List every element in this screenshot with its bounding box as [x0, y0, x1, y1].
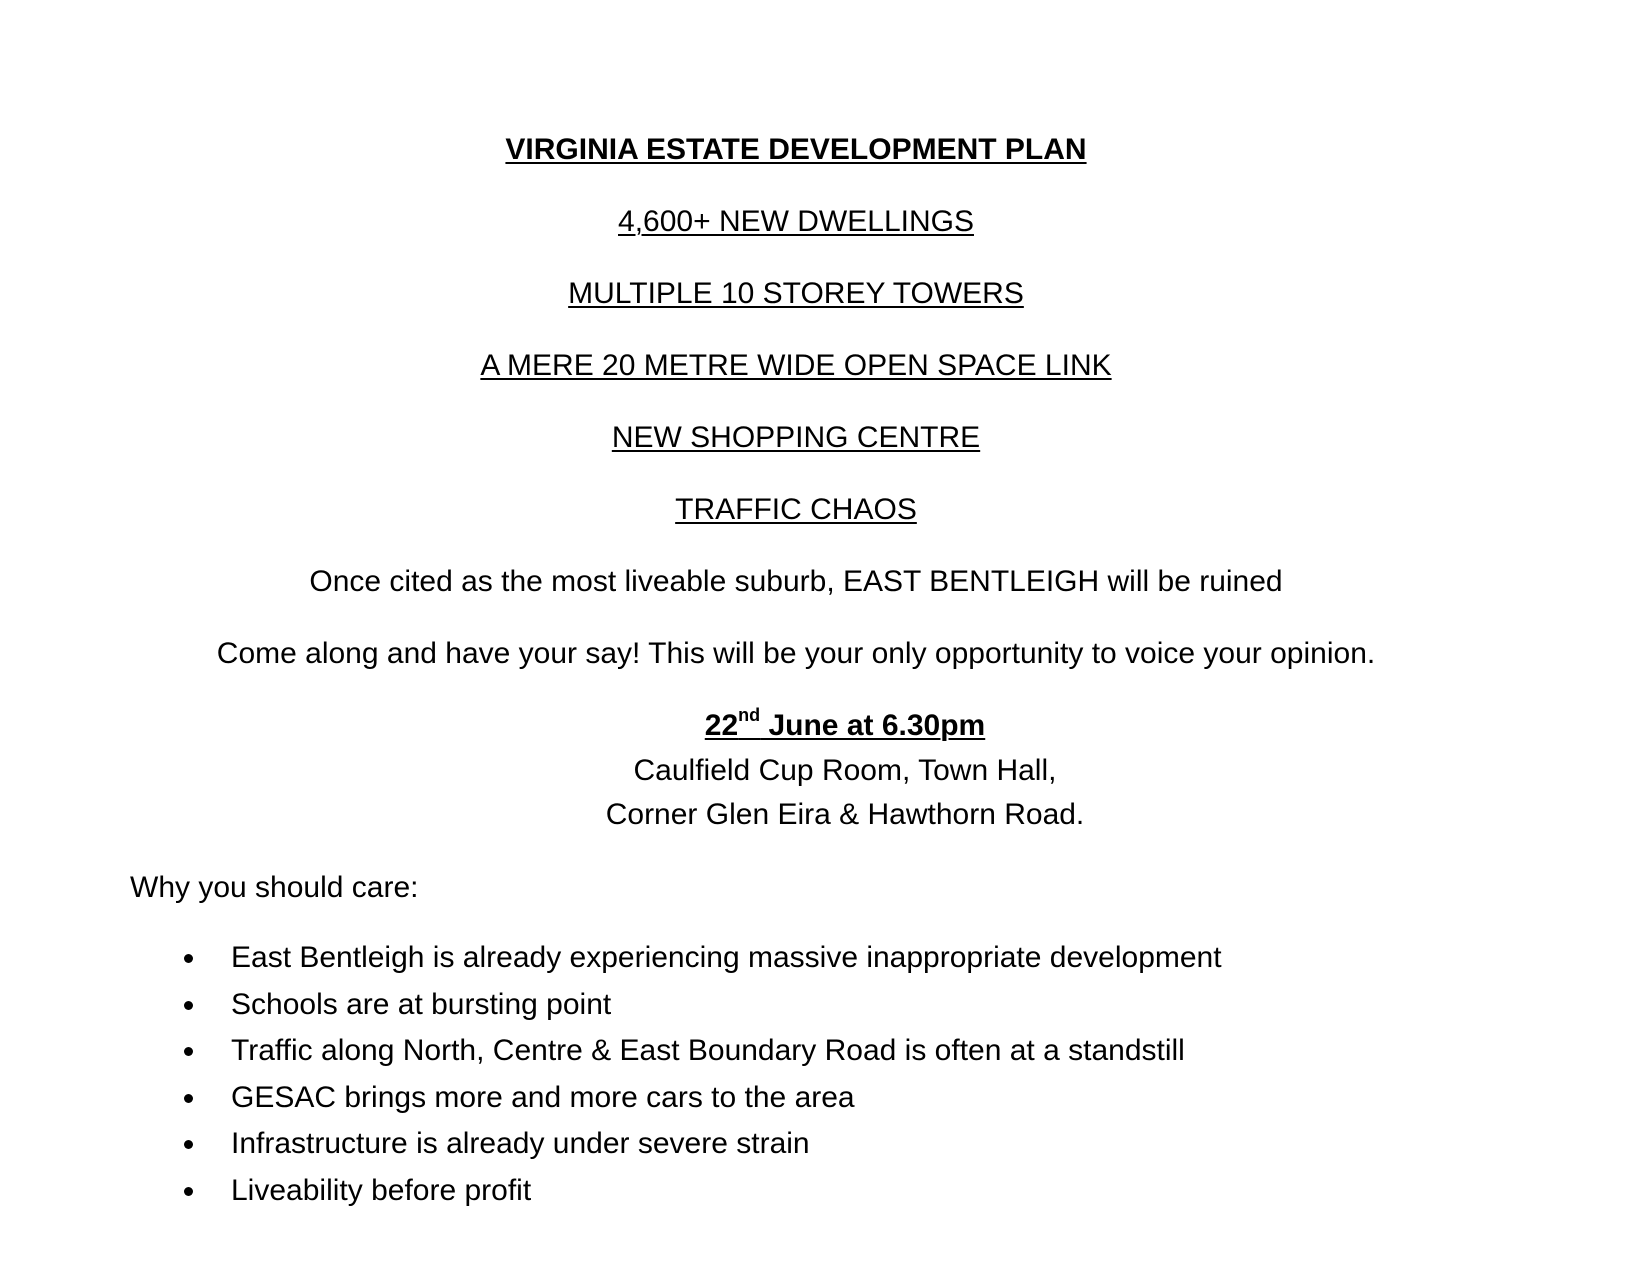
- event-day-suffix: nd: [738, 705, 761, 725]
- event-day: 22: [704, 709, 739, 742]
- heading-shopping-centre: NEW SHOPPING CENTRE: [611, 421, 981, 454]
- heading-traffic: TRAFFIC CHAOS: [675, 493, 917, 526]
- list-item-text: GESAC brings more and more cars to the area: [231, 1080, 855, 1114]
- bullet-icon: [184, 1094, 193, 1103]
- event-date: [0, 705, 1650, 744]
- heading-open-space: A MERE 20 METRE WIDE OPEN SPACE LINK: [480, 349, 1112, 382]
- intro-have-your-say: Come along and have your say! This will be your only opportunity to voice your opinion.: [216, 637, 1376, 670]
- main-title: VIRGINIA ESTATE DEVELOPMENT PLAN: [505, 133, 1087, 166]
- bullet-icon: [184, 1140, 193, 1149]
- venue-line-2: Corner Glen Eira & Hawthorn Road.: [605, 798, 1085, 831]
- list-item-text: Traffic along North, Centre & East Boundary Road is often at a standstill: [231, 1034, 1185, 1068]
- bullet-icon: [184, 1047, 193, 1056]
- intro-liveable-suburb: Once cited as the most liveable suburb, EAST BENTLEIGH will be ruined: [309, 565, 1283, 598]
- list-item-text: Schools are at bursting point: [231, 987, 612, 1021]
- heading-towers: MULTIPLE 10 STOREY TOWERS: [568, 277, 1024, 310]
- why-heading: Why you should care:: [130, 871, 419, 904]
- bullet-icon: [184, 1187, 193, 1196]
- heading-dwellings: 4,600+ NEW DWELLINGS: [618, 205, 974, 238]
- list-item-text: Infrastructure is already under severe strain: [231, 1127, 810, 1161]
- venue-line-1: Caulfield Cup Room, Town Hall,: [633, 754, 1057, 787]
- event-date-rest: June at 6.30pm: [760, 709, 986, 742]
- bullet-icon: [184, 1001, 193, 1010]
- list-item-text: East Bentleigh is already experiencing massive inappropriate development: [231, 941, 1222, 974]
- list-item-text: Liveability before profit: [231, 1173, 532, 1207]
- bullet-icon: [184, 954, 193, 963]
